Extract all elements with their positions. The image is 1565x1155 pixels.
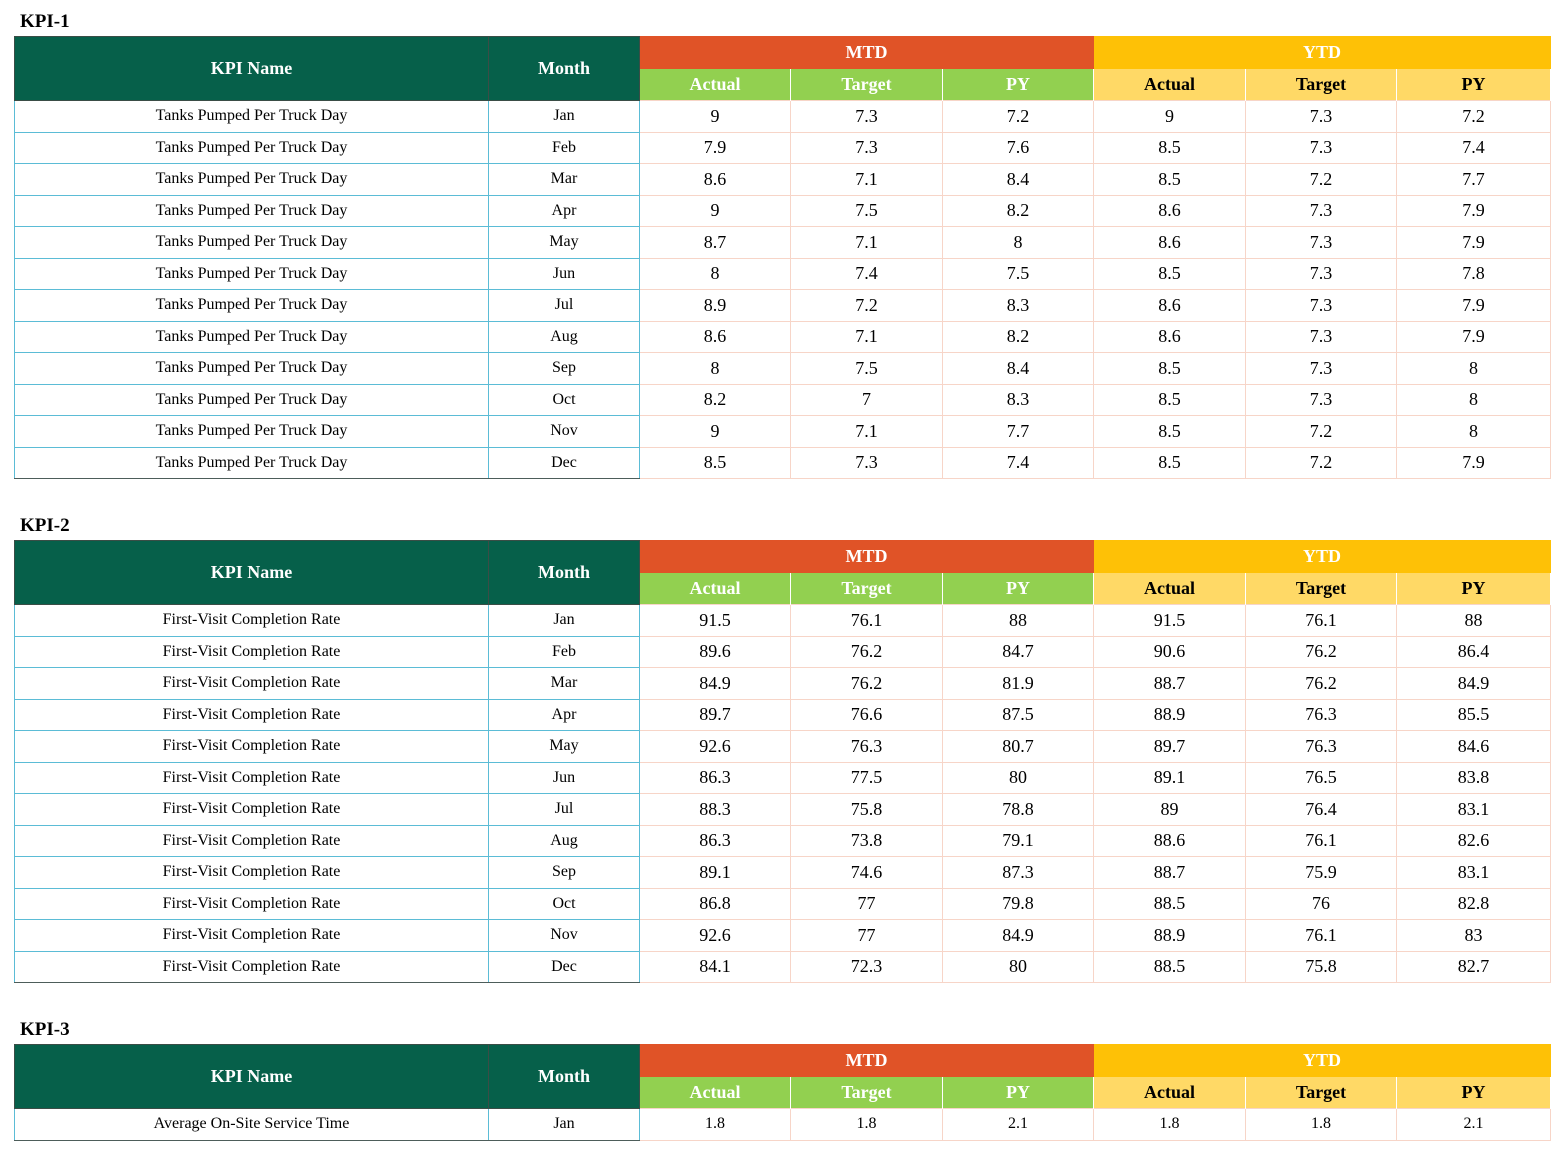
ytd-actual-cell: 8.6 [1094,195,1246,227]
mtd-target-cell: 7.3 [791,132,943,164]
ytd-py-cell: 7.2 [1397,101,1551,133]
table-row [15,731,1551,763]
ytd-py-cell: 7.9 [1397,321,1551,353]
ytd-target-cell: 75.9 [1246,857,1397,889]
mtd-py-cell: 8.3 [943,384,1094,416]
month-cell: Dec [489,447,640,479]
ytd-actual-cell: 8.6 [1094,227,1246,259]
mtd-actual-cell: 8.2 [640,384,791,416]
mtd-py-cell: 87.5 [943,699,1094,731]
table-row [15,258,1551,290]
month-cell: Apr [489,699,640,731]
kpi-name-cell: First-Visit Completion Rate [15,605,489,637]
month-cell: Aug [489,321,640,353]
mtd-target-cell: 76.1 [791,605,943,637]
month-cell: Nov [489,416,640,448]
kpi-name-cell: First-Visit Completion Rate [15,762,489,794]
month-cell: Jun [489,762,640,794]
mtd-target-cell: 7.5 [791,195,943,227]
kpi-name-cell: Tanks Pumped Per Truck Day [15,227,489,259]
ytd-py-cell: 84.6 [1397,731,1551,763]
mtd-py-cell: 7.2 [943,101,1094,133]
kpi-name-cell: Tanks Pumped Per Truck Day [15,290,489,322]
mtd-target-cell: 7.3 [791,101,943,133]
ytd-actual-cell: 8.5 [1094,384,1246,416]
mtd-target-cell: 7.1 [791,321,943,353]
kpi-name-cell: First-Visit Completion Rate [15,951,489,983]
ytd-py-cell: 83 [1397,920,1551,952]
kpi-name-cell: Tanks Pumped Per Truck Day [15,258,489,290]
month-cell: Oct [489,888,640,920]
kpi-2-table [14,540,1551,983]
mtd-target-cell: 76.6 [791,699,943,731]
mtd-actual-cell: 84.9 [640,668,791,700]
kpi-name-cell: First-Visit Completion Rate [15,920,489,952]
ytd-target-cell: 7.3 [1246,101,1397,133]
ytd-actual-cell: 89 [1094,794,1246,826]
mtd-py-cell: 7.6 [943,132,1094,164]
ytd-header: YTD [1094,1045,1551,1077]
mtd-actual-cell: 8.6 [640,164,791,196]
mtd-actual-cell: 86.8 [640,888,791,920]
mtd-target-cell: 7.5 [791,353,943,385]
table-row [15,668,1551,700]
ytd-header: YTD [1094,541,1551,573]
mtd-py-cell: 80 [943,762,1094,794]
kpi-3-table [14,1044,1551,1141]
mtd-target-cell: 7.1 [791,416,943,448]
mtd-target-cell: 72.3 [791,951,943,983]
table-row [15,636,1551,668]
mtd-header: MTD [640,541,1094,573]
mtd-py-cell: 8.4 [943,164,1094,196]
ytd-target-cell: 76.2 [1246,636,1397,668]
ytd-target-cell: 7.3 [1246,132,1397,164]
ytd-py-cell: 7.9 [1397,447,1551,479]
mtd-py-header: PY [943,1077,1094,1109]
table-row [15,825,1551,857]
kpi-name-cell: Tanks Pumped Per Truck Day [15,321,489,353]
month-cell: Sep [489,857,640,889]
table-row [15,416,1551,448]
table-row [15,888,1551,920]
ytd-actual-cell: 1.8 [1094,1109,1246,1141]
kpi-name-cell: Tanks Pumped Per Truck Day [15,447,489,479]
mtd-target-cell: 7.1 [791,227,943,259]
month-cell: Feb [489,132,640,164]
ytd-actual-cell: 89.1 [1094,762,1246,794]
mtd-actual-cell: 8.9 [640,290,791,322]
month-cell: Sep [489,353,640,385]
month-cell: Jul [489,290,640,322]
ytd-target-cell: 76.1 [1246,825,1397,857]
mtd-py-header: PY [943,69,1094,101]
mtd-py-cell: 79.8 [943,888,1094,920]
month-cell: Jan [489,101,640,133]
ytd-py-cell: 7.9 [1397,290,1551,322]
ytd-actual-header: Actual [1094,1077,1246,1109]
kpi-name-cell: Tanks Pumped Per Truck Day [15,101,489,133]
kpi-name-cell: Average On-Site Service Time [15,1109,489,1141]
ytd-target-cell: 76.4 [1246,794,1397,826]
table-row [15,951,1551,983]
kpi-1-table [14,36,1551,479]
mtd-actual-cell: 91.5 [640,605,791,637]
kpi-3-title: KPI-3 [20,1019,70,1040]
ytd-py-header: PY [1397,69,1551,101]
kpi-name-cell: First-Visit Completion Rate [15,857,489,889]
mtd-py-cell: 79.1 [943,825,1094,857]
ytd-target-cell: 7.3 [1246,227,1397,259]
mtd-target-cell: 73.8 [791,825,943,857]
mtd-actual-cell: 89.1 [640,857,791,889]
mtd-actual-cell: 8 [640,258,791,290]
ytd-target-cell: 76.1 [1246,920,1397,952]
mtd-actual-cell: 7.9 [640,132,791,164]
month-cell: Mar [489,668,640,700]
mtd-actual-cell: 88.3 [640,794,791,826]
ytd-py-cell: 7.4 [1397,132,1551,164]
mtd-target-header: Target [791,1077,943,1109]
kpi-name-cell: First-Visit Completion Rate [15,731,489,763]
table-row [15,605,1551,637]
mtd-py-cell: 7.7 [943,416,1094,448]
mtd-actual-cell: 89.7 [640,699,791,731]
kpi-name-cell: Tanks Pumped Per Truck Day [15,132,489,164]
ytd-py-cell: 7.9 [1397,195,1551,227]
mtd-py-cell: 80 [943,951,1094,983]
mtd-target-cell: 7.4 [791,258,943,290]
mtd-target-cell: 75.8 [791,794,943,826]
ytd-py-cell: 88 [1397,605,1551,637]
mtd-actual-cell: 8.5 [640,447,791,479]
month-cell: Jul [489,794,640,826]
kpi-name-cell: Tanks Pumped Per Truck Day [15,195,489,227]
mtd-target-cell: 76.2 [791,668,943,700]
kpi-name-cell: Tanks Pumped Per Truck Day [15,384,489,416]
kpi-name-cell: Tanks Pumped Per Truck Day [15,353,489,385]
mtd-target-cell: 76.3 [791,731,943,763]
table-row [15,227,1551,259]
mtd-actual-cell: 86.3 [640,825,791,857]
ytd-py-cell: 8 [1397,416,1551,448]
table-row [15,699,1551,731]
kpi-name-cell: Tanks Pumped Per Truck Day [15,164,489,196]
mtd-target-cell: 77.5 [791,762,943,794]
mtd-py-cell: 88 [943,605,1094,637]
ytd-target-cell: 76.1 [1246,605,1397,637]
ytd-py-header: PY [1397,573,1551,605]
ytd-target-cell: 7.3 [1246,353,1397,385]
mtd-actual-cell: 9 [640,101,791,133]
ytd-target-header: Target [1246,573,1397,605]
mtd-actual-cell: 8 [640,353,791,385]
ytd-target-cell: 7.2 [1246,164,1397,196]
ytd-py-cell: 82.7 [1397,951,1551,983]
mtd-target-cell: 77 [791,920,943,952]
ytd-py-cell: 7.8 [1397,258,1551,290]
mtd-actual-cell: 84.1 [640,951,791,983]
ytd-target-cell: 75.8 [1246,951,1397,983]
mtd-py-cell: 78.8 [943,794,1094,826]
mtd-header: MTD [640,37,1094,69]
mtd-target-cell: 7.1 [791,164,943,196]
ytd-actual-cell: 88.6 [1094,825,1246,857]
month-cell: Dec [489,951,640,983]
ytd-target-cell: 1.8 [1246,1109,1397,1141]
ytd-actual-header: Actual [1094,573,1246,605]
ytd-target-header: Target [1246,1077,1397,1109]
mtd-actual-header: Actual [640,1077,791,1109]
ytd-actual-cell: 88.9 [1094,920,1246,952]
mtd-header: MTD [640,1045,1094,1077]
ytd-target-cell: 76.2 [1246,668,1397,700]
mtd-py-cell: 7.5 [943,258,1094,290]
mtd-actual-cell: 9 [640,416,791,448]
ytd-actual-cell: 91.5 [1094,605,1246,637]
mtd-actual-cell: 92.6 [640,920,791,952]
mtd-target-cell: 77 [791,888,943,920]
mtd-target-cell: 7 [791,384,943,416]
mtd-actual-cell: 1.8 [640,1109,791,1141]
mtd-target-header: Target [791,69,943,101]
mtd-py-cell: 80.7 [943,731,1094,763]
month-cell: May [489,227,640,259]
month-cell: Nov [489,920,640,952]
mtd-actual-cell: 8.7 [640,227,791,259]
mtd-actual-cell: 8.6 [640,321,791,353]
month-cell: Jan [489,1109,640,1141]
kpi-name-header: KPI Name [15,1045,489,1109]
ytd-target-cell: 7.2 [1246,447,1397,479]
month-cell: Jan [489,605,640,637]
ytd-py-cell: 83.8 [1397,762,1551,794]
mtd-py-cell: 8.4 [943,353,1094,385]
kpi-name-cell: First-Visit Completion Rate [15,825,489,857]
ytd-py-cell: 83.1 [1397,857,1551,889]
mtd-actual-header: Actual [640,69,791,101]
kpi-1-title: KPI-1 [20,11,70,32]
mtd-py-cell: 81.9 [943,668,1094,700]
ytd-actual-cell: 88.7 [1094,857,1246,889]
ytd-py-cell: 7.9 [1397,227,1551,259]
month-header: Month [489,37,640,101]
mtd-py-cell: 84.7 [943,636,1094,668]
kpi-name-header: KPI Name [15,541,489,605]
table-row [15,920,1551,952]
ytd-target-cell: 7.3 [1246,384,1397,416]
mtd-py-cell: 87.3 [943,857,1094,889]
ytd-actual-header: Actual [1094,69,1246,101]
ytd-py-cell: 7.7 [1397,164,1551,196]
kpi-table-body [15,605,1551,983]
table-row [15,132,1551,164]
ytd-actual-cell: 8.5 [1094,447,1246,479]
ytd-actual-cell: 8.6 [1094,321,1246,353]
mtd-py-cell: 8 [943,227,1094,259]
mtd-py-header: PY [943,573,1094,605]
ytd-actual-cell: 88.7 [1094,668,1246,700]
mtd-actual-header: Actual [640,573,791,605]
mtd-py-cell: 2.1 [943,1109,1094,1141]
ytd-actual-cell: 89.7 [1094,731,1246,763]
mtd-actual-cell: 92.6 [640,731,791,763]
kpi-table-body [15,1109,1551,1141]
table-row [15,321,1551,353]
ytd-py-header: PY [1397,1077,1551,1109]
kpi-name-cell: First-Visit Completion Rate [15,794,489,826]
table-row [15,794,1551,826]
mtd-target-cell: 7.3 [791,447,943,479]
ytd-target-cell: 76.5 [1246,762,1397,794]
ytd-target-cell: 7.3 [1246,290,1397,322]
ytd-target-cell: 76.3 [1246,731,1397,763]
table-row [15,195,1551,227]
ytd-py-cell: 84.9 [1397,668,1551,700]
ytd-target-cell: 7.3 [1246,258,1397,290]
month-cell: Feb [489,636,640,668]
ytd-target-cell: 7.2 [1246,416,1397,448]
ytd-actual-cell: 8.6 [1094,290,1246,322]
mtd-target-cell: 74.6 [791,857,943,889]
month-cell: Mar [489,164,640,196]
mtd-actual-cell: 9 [640,195,791,227]
ytd-py-cell: 83.1 [1397,794,1551,826]
ytd-target-cell: 7.3 [1246,195,1397,227]
month-cell: May [489,731,640,763]
table-row [15,762,1551,794]
ytd-actual-cell: 9 [1094,101,1246,133]
mtd-target-cell: 76.2 [791,636,943,668]
mtd-py-cell: 8.3 [943,290,1094,322]
month-header: Month [489,541,640,605]
table-row [15,447,1551,479]
ytd-target-cell: 7.3 [1246,321,1397,353]
ytd-actual-cell: 90.6 [1094,636,1246,668]
ytd-actual-cell: 88.5 [1094,951,1246,983]
month-cell: Aug [489,825,640,857]
mtd-py-cell: 8.2 [943,195,1094,227]
table-row [15,290,1551,322]
kpi-name-cell: First-Visit Completion Rate [15,699,489,731]
mtd-py-cell: 7.4 [943,447,1094,479]
mtd-py-cell: 8.2 [943,321,1094,353]
ytd-py-cell: 86.4 [1397,636,1551,668]
kpi-table-body [15,101,1551,479]
ytd-target-header: Target [1246,69,1397,101]
ytd-actual-cell: 88.9 [1094,699,1246,731]
ytd-header: YTD [1094,37,1551,69]
table-row [15,1109,1551,1141]
ytd-py-cell: 85.5 [1397,699,1551,731]
ytd-actual-cell: 88.5 [1094,888,1246,920]
kpi-name-cell: First-Visit Completion Rate [15,636,489,668]
table-row [15,384,1551,416]
ytd-py-cell: 8 [1397,353,1551,385]
kpi-name-cell: Tanks Pumped Per Truck Day [15,416,489,448]
kpi-name-cell: First-Visit Completion Rate [15,668,489,700]
ytd-py-cell: 2.1 [1397,1109,1551,1141]
month-cell: Jun [489,258,640,290]
table-row [15,353,1551,385]
month-cell: Apr [489,195,640,227]
ytd-py-cell: 82.8 [1397,888,1551,920]
kpi-name-cell: First-Visit Completion Rate [15,888,489,920]
ytd-actual-cell: 8.5 [1094,132,1246,164]
ytd-actual-cell: 8.5 [1094,258,1246,290]
ytd-py-cell: 8 [1397,384,1551,416]
mtd-actual-cell: 86.3 [640,762,791,794]
table-row [15,164,1551,196]
mtd-target-header: Target [791,573,943,605]
ytd-actual-cell: 8.5 [1094,164,1246,196]
ytd-actual-cell: 8.5 [1094,416,1246,448]
table-row [15,101,1551,133]
ytd-actual-cell: 8.5 [1094,353,1246,385]
kpi-2-title: KPI-2 [20,515,70,536]
month-cell: Oct [489,384,640,416]
mtd-py-cell: 84.9 [943,920,1094,952]
mtd-target-cell: 7.2 [791,290,943,322]
month-header: Month [489,1045,640,1109]
mtd-actual-cell: 89.6 [640,636,791,668]
ytd-target-cell: 76 [1246,888,1397,920]
table-row [15,857,1551,889]
mtd-target-cell: 1.8 [791,1109,943,1141]
ytd-py-cell: 82.6 [1397,825,1551,857]
kpi-name-header: KPI Name [15,37,489,101]
ytd-target-cell: 76.3 [1246,699,1397,731]
